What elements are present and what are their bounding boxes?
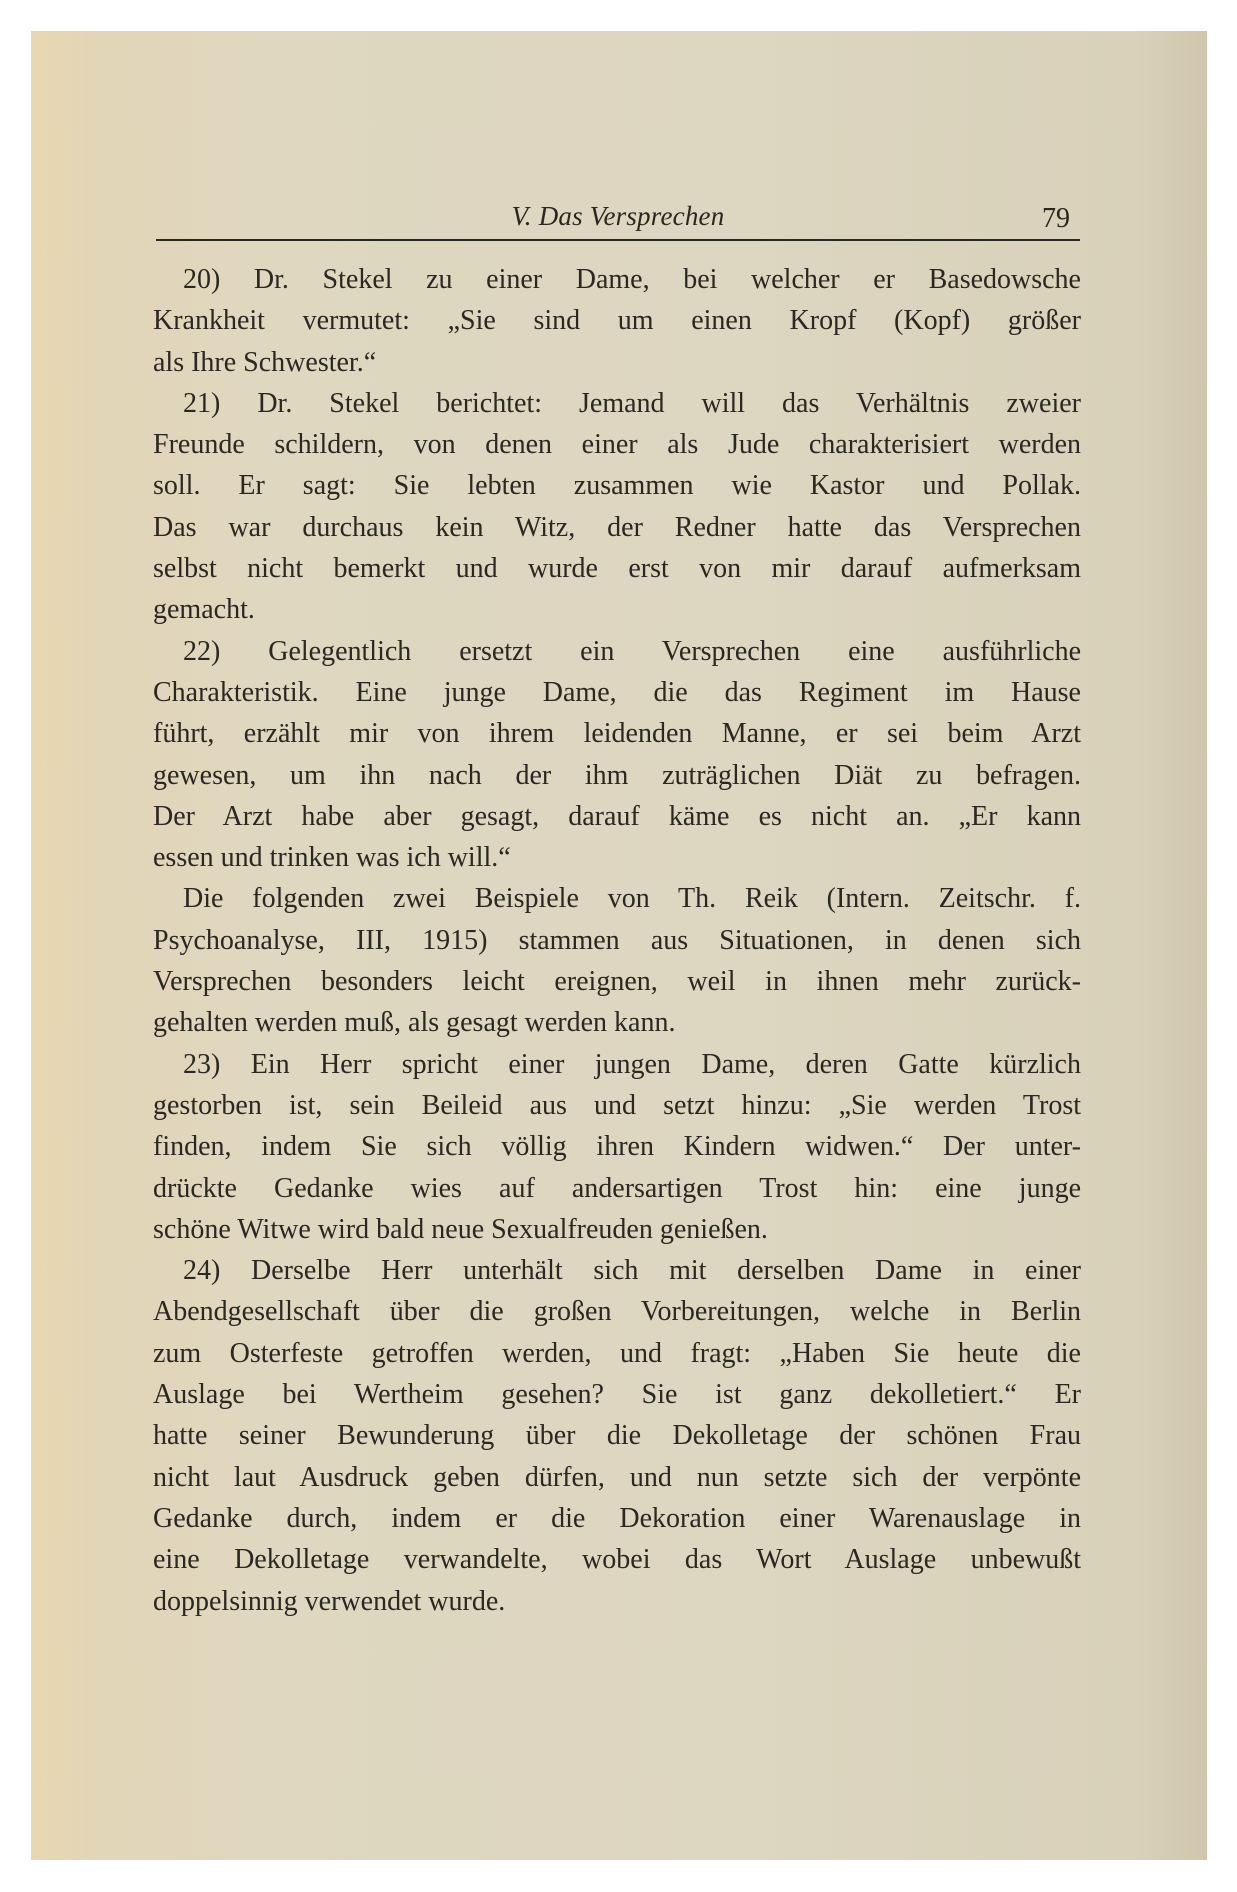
text-line: zum Osterfeste getroffen werden, und fragt: „Haben Sie heute die xyxy=(153,1337,1081,1369)
text-line: Versprechen besonders leicht ereignen, weil in ihnen mehr zurück- xyxy=(153,966,1081,998)
text-line: gestorben ist, sein Beileid aus und setzt hinzu: „Sie werden Trost xyxy=(153,1089,1081,1121)
text-line: Charakteristik. Eine junge Dame, die das Regiment im Hause xyxy=(153,676,1081,708)
text-line: führt, erzählt mir von ihrem leidenden Manne, er sei beim Arzt xyxy=(153,718,1081,750)
text-line: essen und trinken was ich will.“ xyxy=(153,842,511,874)
running-title: V. Das Versprechen xyxy=(511,201,725,231)
text-line: eine Dekolletage verwandelte, wobei das Wort Auslage unbewußt xyxy=(153,1544,1081,1576)
text-line: schöne Witwe wird bald neue Sexualfreuden genießen. xyxy=(153,1213,768,1245)
text-line: doppelsinnig verwendet wurde. xyxy=(153,1585,506,1617)
text-line: als Ihre Schwester.“ xyxy=(153,346,377,378)
page-header xyxy=(156,201,1080,241)
text-line: Auslage bei Wertheim gesehen? Sie ist ganz dekolletiert.“ Er xyxy=(153,1379,1081,1411)
text-line: drückte Gedanke wies auf andersartigen Trost hin: eine junge xyxy=(153,1172,1081,1204)
text-line: 24) Derselbe Herr unterhält sich mit derselben Dame in einer xyxy=(183,1255,1081,1287)
text-line: 20) Dr. Stekel zu einer Dame, bei welcher er Basedowsche xyxy=(183,264,1081,295)
text-line: 21) Dr. Stekel berichtet: Jemand will das Verhältnis zweier xyxy=(183,387,1081,419)
text-line: 23) Ein Herr spricht einer jungen Dame, deren Gatte kürzlich xyxy=(183,1048,1081,1080)
text-line: Die folgenden zwei Beispiele von Th. Reik (Intern. Zeitschr. f. xyxy=(183,883,1081,915)
body-text xyxy=(153,259,1081,1622)
book-page xyxy=(31,31,1207,1860)
page-number: 79 xyxy=(1042,203,1070,234)
text-line: gewesen, um ihn nach der ihm zuträglichen Diät zu befragen. xyxy=(153,759,1081,791)
text-line: Das war durchaus kein Witz, der Redner hatte das Versprechen xyxy=(153,511,1081,543)
text-line: Krankheit vermutet: „Sie sind um einen Kropf (Kopf) größer xyxy=(153,305,1081,337)
text-line: gemacht. xyxy=(153,594,255,626)
text-line: Der Arzt habe aber gesagt, darauf käme es nicht an. „Er kann xyxy=(153,800,1081,832)
text-line: Abendgesellschaft über die großen Vorbereitungen, welche in Berlin xyxy=(153,1296,1081,1328)
text-line: selbst nicht bemerkt und wurde erst von mir darauf aufmerksam xyxy=(153,553,1081,585)
text-line: gehalten werden muß, als gesagt werden kann. xyxy=(153,1007,676,1039)
text-line: 22) Gelegentlich ersetzt ein Versprechen eine ausführliche xyxy=(183,635,1081,667)
text-line: hatte seiner Bewunderung über die Dekolletage der schönen Frau xyxy=(153,1420,1081,1452)
text-line: finden, indem Sie sich völlig ihren Kindern widwen.“ Der unter- xyxy=(153,1131,1081,1163)
text-line: Freunde schildern, von denen einer als Jude charakterisiert werden xyxy=(153,429,1081,461)
text-line: Gedanke durch, indem er die Dekoration einer Warenauslage in xyxy=(153,1502,1081,1534)
text-line: soll. Er sagt: Sie lebten zusammen wie Kastor und Pollak. xyxy=(153,470,1081,502)
text-line: nicht laut Ausdruck geben dürfen, und nun setzte sich der verpönte xyxy=(153,1461,1081,1493)
text-line: Psychoanalyse, III, 1915) stammen aus Situationen, in denen sich xyxy=(153,924,1081,956)
